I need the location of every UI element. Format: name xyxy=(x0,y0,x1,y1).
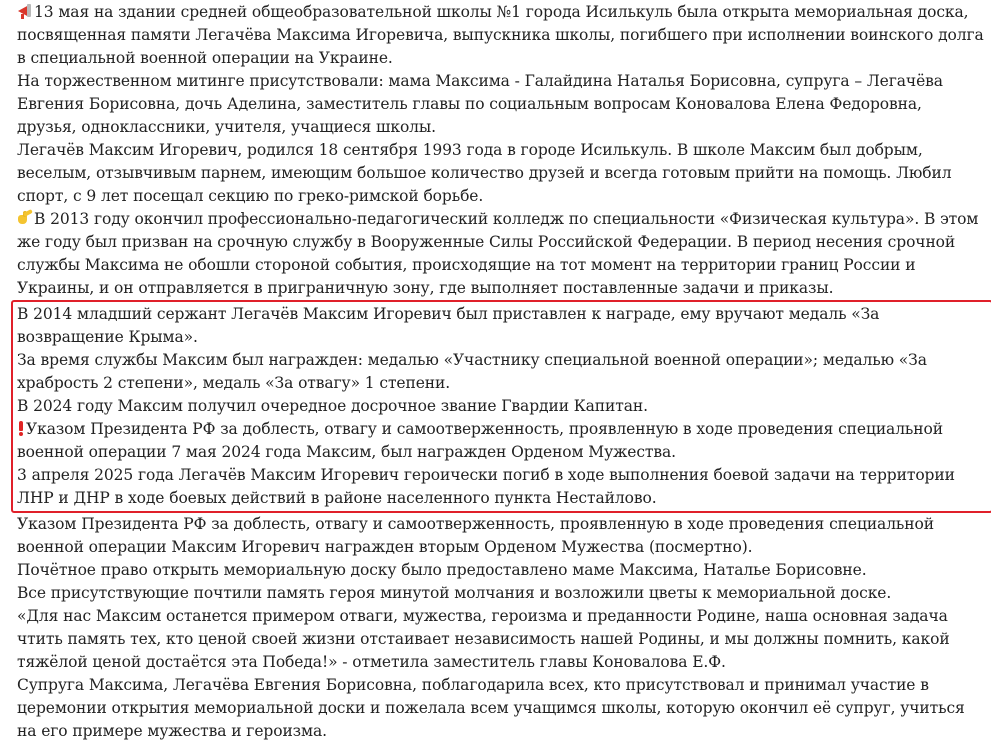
quote-paragraph: «Для нас Максим останется примером отваги, мужества, героизма и преданности Родине, наша основная задача чтить память тех, кто ценой своей жизни отстаивает независимость нашей Родины, и мы должны помнить, какой тяжёлой ценой достаётся эта Победа!» - отметила заместитель главы Коновалова Е.Ф. xyxy=(17,607,950,671)
minute-of-silence-paragraph: Все присутствующие почтили память героя минутой молчания и возложили цветы к мемориальной доске. xyxy=(17,584,892,602)
attendees-paragraph: На торжественном митинге присутствовали: мама Максима - Галайдина Наталья Борисовна, супруга – Легачёва Евгения Борисовна, дочь Аделина, заместитель главы по социальным вопросам Коновалова Елена Федоровна, друзья, одноклассники, учителя, учащиеся школы. xyxy=(17,72,943,136)
death-2025-paragraph: 3 апреля 2025 года Легачёв Максим Игоревич героически погиб в ходе выполнения боевой задачи на территории ЛНР и ДНР в ходе боевых действий в районе населенного пункта Нестайлово. xyxy=(17,466,955,507)
posthumous-paragraph: Указом Президента РФ за доблесть, отвагу и самоотверженность, проявленную в ходе проведения специальной военной операции Максим Игоревич награжден вторым Орденом Мужества (посмертно). xyxy=(17,515,934,556)
intro-paragraph xyxy=(17,1,985,70)
highlighted-awards-box xyxy=(11,300,991,513)
megaphone-icon xyxy=(17,3,33,19)
decree-2024-text: Указом Президента РФ за доблесть, отвагу и самоотверженность, проявленную в ходе проведения специальной военной операции 7 мая 2024 года Максим, был награжден Орденом Мужества. xyxy=(17,420,943,461)
biography-paragraph: Легачёв Максим Игоревич, родился 18 сентября 1993 года в городе Исилькуль. В школе Максим был добрым, веселым, отзывчивым парнем, имеющим большое количество друзей и всегда готовым прийти на помощь. Любил спорт, с 9 лет посещал секцию по греко-римской борьбе. xyxy=(17,141,952,205)
award-2014-paragraph: В 2014 младший сержант Легачёв Максим Игоревич был приставлен к награде, ему вручают медаль «За возвращение Крыма». xyxy=(17,305,880,346)
pointing-hand-icon xyxy=(17,210,33,226)
exclamation-icon xyxy=(17,420,25,436)
article-body xyxy=(17,0,985,743)
honor-paragraph: Почётное право открыть мемориальную доску было предоставлено маме Максима, Наталье Борисовне. xyxy=(17,561,867,579)
education-paragraph xyxy=(17,208,985,300)
awards-service-paragraph: За время службы Максим был награжден: медалью «Участнику специальной военной операции»; медалью «За храбрость 2 степени», медаль «За отвагу» 1 степени. xyxy=(17,351,927,392)
rank-2024-paragraph: В 2024 году Максим получил очередное досрочное звание Гвардии Капитан. xyxy=(17,397,648,415)
gratitude-paragraph: Супруга Максима, Легачёва Евгения Борисовна, поблагодарила всех, кто присутствовал и принимал участие в церемонии открытия мемориальной доски и пожелала всем учащимся школы, которую окончил её супруг, учиться на его примере мужества и героизма. xyxy=(17,676,965,740)
education-text: В 2013 году окончил профессионально-педагогический колледж по специальности «Физическая культура». В этом же году был призван на срочную службу в Вооруженные Силы Российской Федерации. В период несения срочной службы Максима не обошли стороной события, происходящие на тот момент на территории границ России и Украины, и он отправляется в приграничную зону, где выполняет поставленные задачи и приказы. xyxy=(17,210,979,297)
decree-2024-paragraph xyxy=(17,418,983,464)
intro-text: 13 мая на здании средней общеобразовательной школы №1 города Исилькуль была открыта мемориальная доска, посвященная памяти Легачёва Максима Игоревича, выпускника школы, погибшего при исполнении воинского долга в специальной военной операции на Украине. xyxy=(17,3,984,67)
